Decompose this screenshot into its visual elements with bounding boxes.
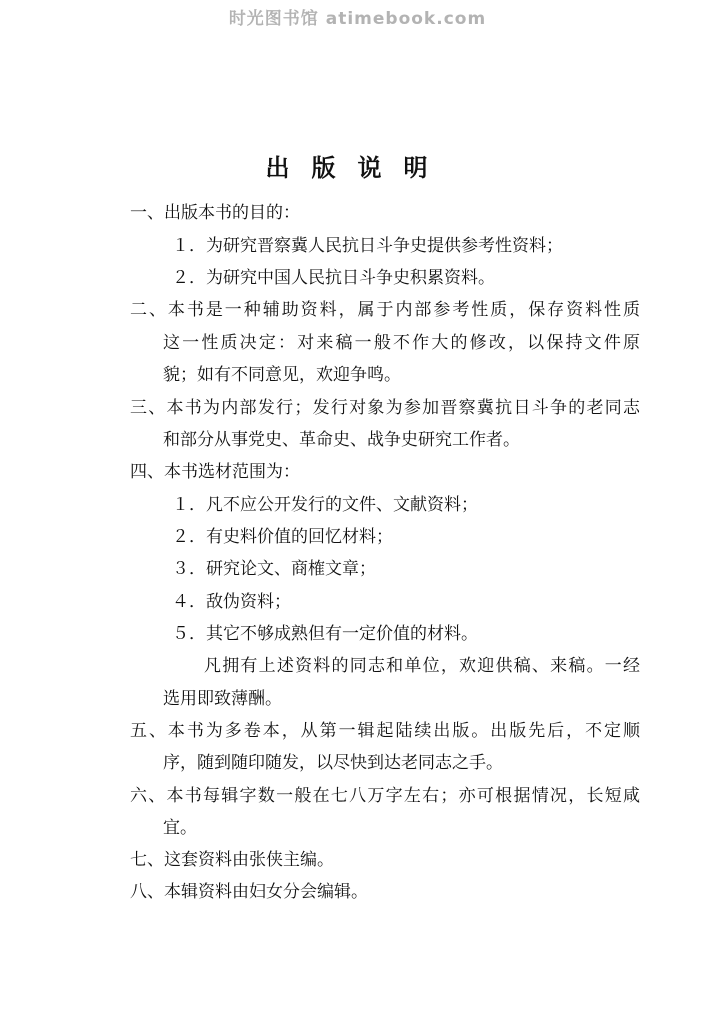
text-line: ４．敌伪资料； (172, 592, 291, 612)
page-title: 出版说明 (265, 153, 450, 182)
text-line: ３．研究论文、商榷文章； (172, 559, 376, 579)
text-line: 八、本辑资料由妇女分会编辑。 (130, 882, 368, 902)
text-line: 貌；如有不同意见，欢迎争鸣。 (163, 365, 401, 385)
text-line: ２．有史料价值的回忆材料； (172, 527, 393, 547)
text-line: 序，随到随印随发，以尽快到达老同志之手。 (163, 753, 503, 773)
text-line: 这一性质决定：对来稿一般不作大的修改，以保持文件原 (163, 333, 640, 353)
text-line: 六、本书每辑字数一般在七八万字左右；亦可根据情况，长短咸 (130, 786, 640, 806)
text-line: ２．为研究中国人民抗日斗争史积累资料。 (172, 268, 495, 288)
text-line: 凡拥有上述资料的同志和单位，欢迎供稿、来稿。一经 (204, 656, 640, 676)
text-line: １．为研究晋察冀人民抗日斗争史提供参考性资料； (172, 236, 563, 256)
text-line: 和部分从事党史、革命史、战争史研究工作者。 (163, 430, 520, 450)
text-line: 选用即致薄酬。 (163, 689, 282, 709)
text-line: 五、本书为多卷本，从第一辑起陆续出版。出版先后，不定顺 (130, 721, 640, 741)
text-line: 宜。 (163, 818, 197, 838)
text-line: ５．其它不够成熟但有一定价值的材料。 (172, 624, 478, 644)
text-line: 二、本书是一种辅助资料，属于内部参考性质，保存资料性质 (130, 300, 640, 320)
text-line: 三、本书为内部发行；发行对象为参加晋察冀抗日斗争的老同志 (130, 398, 640, 418)
text-line: 一、出版本书的目的： (130, 203, 300, 223)
watermark: 时光图书馆 atimebook.com (228, 9, 487, 29)
text-line: 四、本书选材范围为： (130, 462, 300, 482)
text-line: 七、这套资料由张侠主编。 (130, 850, 334, 870)
text-line: １．凡不应公开发行的文件、文献资料； (172, 495, 478, 515)
